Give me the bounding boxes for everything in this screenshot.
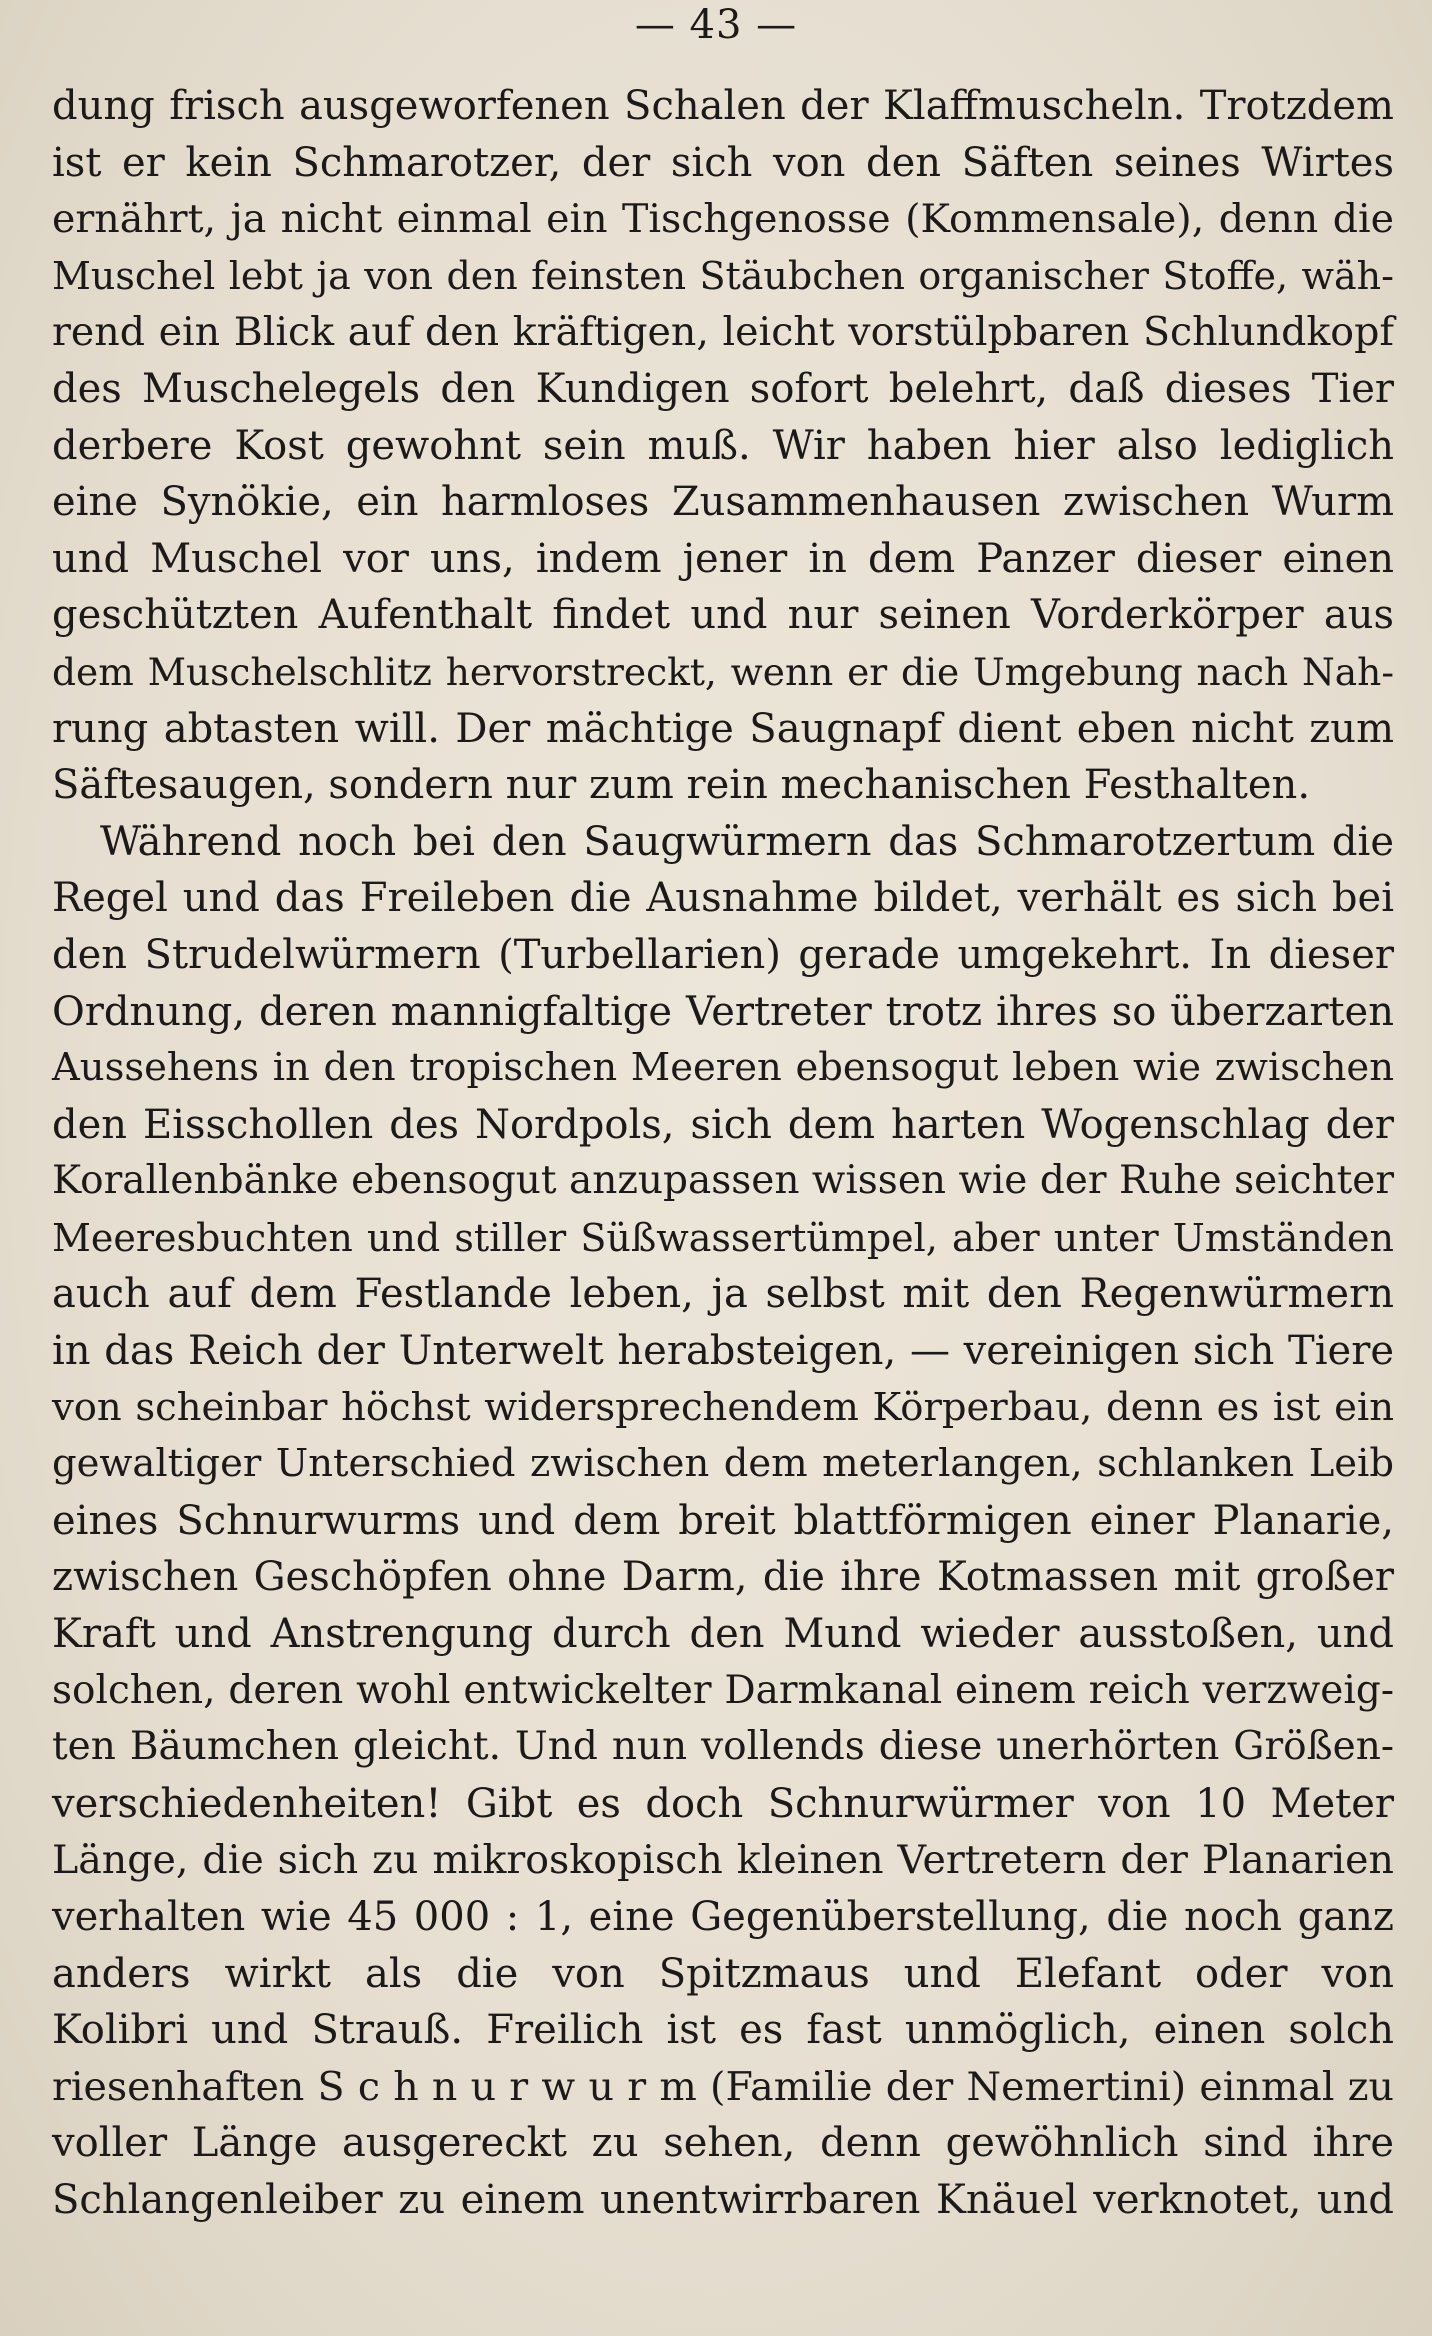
text-line: Säftesaugen, sondern nur zum rein mechanischen Festhalten.	[52, 762, 1311, 809]
text-line: verhalten wie 45 000 : 1, eine Gegenüberstellung, die noch ganz	[52, 1894, 1394, 1940]
text-line: dem Muschelschlitz hervorstreckt, wenn er die Umgebung nach Nah-	[52, 649, 1394, 694]
text-line: Muschel lebt ja von den feinsten Stäubchen organischer Stoffe, wäh-	[52, 253, 1394, 298]
text-line: Ordnung, deren mannigfaltige Vertreter trotz ihres so überzarten	[52, 988, 1394, 1035]
text-line: auch auf dem Festlande leben, ja selbst mit den Regenwürmern	[52, 1271, 1394, 1318]
text-line: den Eisschollen des Nordpols, sich dem harten Wogenschlag der	[52, 1101, 1394, 1148]
text-line: des Muschelegels den Kundigen sofort belehrt, daß dieses Tier	[52, 365, 1394, 412]
text-line: rend ein Blick auf den kräftigen, leicht vorstülpbaren Schlundkopf	[52, 309, 1394, 356]
text-line: voller Länge ausgereckt zu sehen, denn gewöhnlich sind ihre	[52, 2120, 1394, 2167]
text-line: zwischen Geschöpfen ohne Darm, die ihre Kotmassen mit großer	[52, 1554, 1394, 1601]
text-line: dung frisch ausgeworfenen Schalen der Klaffmuscheln. Trotzdem	[52, 83, 1394, 129]
text-line: anders wirkt als die von Spitzmaus und Elefant oder von	[52, 1950, 1394, 1997]
text-line: Meeresbuchten und stiller Süßwassertümpel, aber unter Umständen	[52, 1215, 1394, 1260]
text-line: geschützten Aufenthalt findet und nur seinen Vorderkörper aus	[52, 592, 1394, 639]
text-line: Kolibri und Strauß. Freilich ist es fast unmöglich, einen solch	[52, 2007, 1394, 2054]
text-line: gewaltiger Unterschied zwischen dem meterlangen, schlanken Leib	[52, 1441, 1394, 1487]
text-line: Während noch bei den Saugwürmern das Schmarotzertum die	[100, 818, 1394, 865]
text-line: ernährt, ja nicht einmal ein Tischgenosse (Kommensale), denn die	[52, 196, 1394, 243]
text-line: eines Schnurwurms und dem breit blattförmigen einer Planarie,	[52, 1497, 1394, 1544]
text-line: derbere Kost gewohnt sein muß. Wir haben hier also lediglich	[52, 422, 1394, 469]
text-line: Korallenbänke ebensogut anzupassen wissen wie der Ruhe seichter	[52, 1158, 1394, 1204]
text-line: Länge, die sich zu mikroskopisch kleinen Vertretern der Planarien	[52, 1837, 1394, 1884]
text-line: von scheinbar höchst widersprechendem Körperbau, denn es ist ein	[52, 1384, 1394, 1430]
text-line: Kraft und Anstrengung durch den Mund wieder ausstoßen, und	[52, 1611, 1394, 1658]
text-line: ist er kein Schmarotzer, der sich von den Säften seines Wirtes	[52, 139, 1394, 186]
text-line: Schlangenleiber zu einem unentwirrbaren Knäuel verknotet, und	[52, 2176, 1394, 2223]
body-text	[52, 78, 1394, 2229]
text-line: rung abtasten will. Der mächtige Saugnapf dient eben nicht zum	[52, 705, 1394, 752]
text-line: und Muschel vor uns, indem jener in dem Panzer dieser einen	[52, 535, 1394, 582]
text-line: den Strudelwürmern (Turbellarien) gerade umgekehrt. In dieser	[52, 931, 1394, 978]
page-number: — 43 —	[634, 2, 798, 48]
text-line: riesenhaften S c h n u r w u r m (Familie der Nemertini) einmal zu	[52, 2063, 1394, 2110]
text-line: eine Synökie, ein harmloses Zusammenhausen zwischen Wurm	[52, 479, 1394, 526]
text-line: Aussehens in den tropischen Meeren ebensogut leben wie zwischen	[52, 1045, 1394, 1091]
text-line: solchen, deren wohl entwickelter Darmkanal einem reich verzweig-	[52, 1667, 1394, 1713]
text-line: ten Bäumchen gleicht. Und nun vollends diese unerhörten Größen-	[52, 1724, 1394, 1770]
text-line: verschiedenheiten! Gibt es doch Schnurwürmer von 10 Meter	[52, 1780, 1394, 1827]
text-line: Regel und das Freileben die Ausnahme bildet, verhält es sich bei	[52, 875, 1394, 922]
text-line: in das Reich der Unterwelt herabsteigen, — vereinigen sich Tiere	[52, 1328, 1394, 1375]
